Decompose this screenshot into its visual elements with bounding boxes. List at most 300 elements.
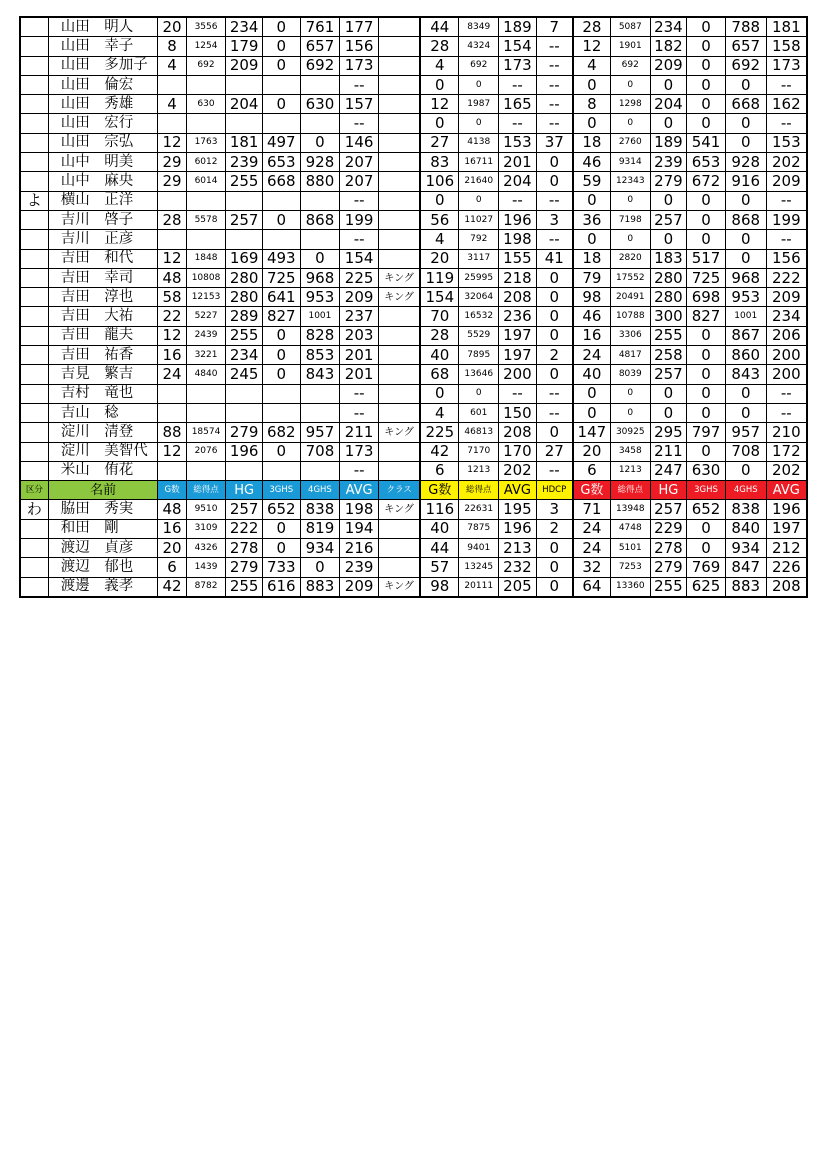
recent-g-count: 0 — [573, 230, 611, 249]
season-average: 207 — [340, 153, 379, 172]
season-average: 209 — [340, 577, 379, 597]
recent-g-count: 0 — [573, 403, 611, 422]
season-high-game — [226, 461, 263, 480]
total-average: 197 — [499, 326, 537, 345]
season-g-count: 88 — [158, 423, 186, 442]
season-g-count: 29 — [158, 153, 186, 172]
total-average: 201 — [499, 153, 537, 172]
player-name: 吉山 稔 — [48, 403, 158, 422]
recent-average: 158 — [766, 37, 807, 56]
season-high-game: 280 — [226, 268, 263, 287]
season-total-score — [186, 461, 226, 480]
recent-3g-hs: 0 — [687, 191, 726, 210]
season-average: 198 — [340, 500, 379, 519]
recent-4g-hs: 883 — [725, 577, 766, 597]
season-3g-hs: 0 — [262, 519, 300, 538]
season-high-game: 279 — [226, 423, 263, 442]
total-average: 165 — [499, 95, 537, 114]
season-3g-hs — [262, 230, 300, 249]
season-4g-hs: 883 — [300, 577, 340, 597]
season-total-score: 2439 — [186, 326, 226, 345]
total-handicap: 2 — [536, 519, 573, 538]
season-4g-hs: 708 — [300, 442, 340, 461]
player-name: 脇田 秀実 — [48, 500, 158, 519]
player-name: 吉川 啓子 — [48, 210, 158, 229]
total-average: 196 — [499, 210, 537, 229]
recent-4g-hs: 928 — [725, 153, 766, 172]
player-name: 渡辺 郁也 — [48, 558, 158, 577]
total-average: 232 — [499, 558, 537, 577]
season-high-game — [226, 191, 263, 210]
kubun-cell — [20, 423, 48, 442]
season-3g-hs: 0 — [262, 346, 300, 365]
season-g-count: 48 — [158, 268, 186, 287]
recent-average: 226 — [766, 558, 807, 577]
season-3g-hs: 0 — [262, 210, 300, 229]
table-row — [20, 288, 807, 307]
total-handicap: -- — [536, 75, 573, 94]
total-total-score: 7170 — [459, 442, 499, 461]
season-high-game: 169 — [226, 249, 263, 268]
total-average: 189 — [499, 17, 537, 37]
table-row — [20, 384, 807, 403]
table-row — [20, 133, 807, 152]
season-total-score: 3109 — [186, 519, 226, 538]
recent-average: 173 — [766, 56, 807, 75]
recent-4g-hs: 0 — [725, 230, 766, 249]
header-row — [20, 481, 807, 500]
season-g-count: 16 — [158, 346, 186, 365]
total-total-score: 9401 — [459, 539, 499, 558]
total-handicap: -- — [536, 461, 573, 480]
total-handicap: 0 — [536, 288, 573, 307]
recent-3g-hs: 0 — [687, 75, 726, 94]
player-name: 横山 正洋 — [48, 191, 158, 210]
kubun-cell — [20, 95, 48, 114]
season-g-count: 28 — [158, 210, 186, 229]
season-average: 173 — [340, 56, 379, 75]
total-handicap: -- — [536, 191, 573, 210]
season-g-count: 22 — [158, 307, 186, 326]
table-row — [20, 539, 807, 558]
season-g-count — [158, 384, 186, 403]
recent-total-score: 17552 — [610, 268, 650, 287]
total-average: 198 — [499, 230, 537, 249]
total-handicap: -- — [536, 114, 573, 133]
recent-total-score: 8039 — [610, 365, 650, 384]
season-high-game: 279 — [226, 558, 263, 577]
season-g-count: 48 — [158, 500, 186, 519]
recent-average: 202 — [766, 461, 807, 480]
total-g-count: 42 — [420, 442, 459, 461]
recent-total-score: 0 — [610, 191, 650, 210]
recent-high-game: 0 — [650, 384, 687, 403]
recent-4g-hs: 843 — [725, 365, 766, 384]
total-total-score: 13646 — [459, 365, 499, 384]
season-high-game: 245 — [226, 365, 263, 384]
season-3g-hs: 616 — [262, 577, 300, 597]
season-high-game — [226, 75, 263, 94]
recent-g-count: 6 — [573, 461, 611, 480]
recent-total-score: 5087 — [610, 17, 650, 37]
total-handicap: 3 — [536, 210, 573, 229]
season-total-score: 630 — [186, 95, 226, 114]
table-row — [20, 191, 807, 210]
recent-3g-hs: 652 — [687, 500, 726, 519]
total-handicap: -- — [536, 37, 573, 56]
total-g-count: 28 — [420, 37, 459, 56]
recent-3g-hs: 0 — [687, 210, 726, 229]
recent-average: 206 — [766, 326, 807, 345]
recent-g-count: 79 — [573, 268, 611, 287]
total-g-count: 6 — [420, 461, 459, 480]
header-col-13: HG — [650, 481, 687, 500]
total-average: 204 — [499, 172, 537, 191]
recent-g-count: 32 — [573, 558, 611, 577]
class-cell — [378, 442, 420, 461]
table-row — [20, 230, 807, 249]
recent-total-score: 10788 — [610, 307, 650, 326]
total-g-count: 4 — [420, 230, 459, 249]
season-4g-hs: 630 — [300, 95, 340, 114]
season-average: 207 — [340, 172, 379, 191]
season-total-score — [186, 384, 226, 403]
kubun-cell — [20, 288, 48, 307]
recent-3g-hs: 630 — [687, 461, 726, 480]
total-total-score: 4324 — [459, 37, 499, 56]
table-row — [20, 172, 807, 191]
total-total-score: 1987 — [459, 95, 499, 114]
recent-total-score: 7198 — [610, 210, 650, 229]
recent-4g-hs: 708 — [725, 442, 766, 461]
total-average: 197 — [499, 346, 537, 365]
season-4g-hs: 828 — [300, 326, 340, 345]
recent-total-score: 2760 — [610, 133, 650, 152]
season-g-count: 16 — [158, 519, 186, 538]
recent-total-score: 0 — [610, 230, 650, 249]
season-high-game: 234 — [226, 17, 263, 37]
recent-average: 156 — [766, 249, 807, 268]
table-row — [20, 75, 807, 94]
season-3g-hs: 0 — [262, 326, 300, 345]
total-handicap: 7 — [536, 17, 573, 37]
recent-high-game: 182 — [650, 37, 687, 56]
recent-average: 199 — [766, 210, 807, 229]
total-g-count: 70 — [420, 307, 459, 326]
player-name: 淀川 清登 — [48, 423, 158, 442]
recent-high-game: 257 — [650, 365, 687, 384]
kubun-cell — [20, 230, 48, 249]
kubun-cell — [20, 346, 48, 365]
season-total-score: 1439 — [186, 558, 226, 577]
season-g-count: 12 — [158, 326, 186, 345]
recent-4g-hs: 668 — [725, 95, 766, 114]
season-g-count — [158, 230, 186, 249]
recent-3g-hs: 0 — [687, 539, 726, 558]
season-4g-hs: 968 — [300, 268, 340, 287]
class-cell — [378, 346, 420, 365]
total-total-score: 601 — [459, 403, 499, 422]
recent-3g-hs: 0 — [687, 17, 726, 37]
recent-high-game: 300 — [650, 307, 687, 326]
recent-4g-hs: 0 — [725, 75, 766, 94]
total-g-count: 40 — [420, 519, 459, 538]
season-total-score: 6014 — [186, 172, 226, 191]
recent-total-score: 12343 — [610, 172, 650, 191]
total-average: 202 — [499, 461, 537, 480]
class-cell: キング — [378, 268, 420, 287]
recent-high-game: 183 — [650, 249, 687, 268]
total-average: 196 — [499, 519, 537, 538]
season-average: 199 — [340, 210, 379, 229]
recent-4g-hs: 0 — [725, 191, 766, 210]
recent-4g-hs: 838 — [725, 500, 766, 519]
class-cell — [378, 230, 420, 249]
total-handicap: -- — [536, 384, 573, 403]
recent-average: 200 — [766, 346, 807, 365]
class-cell — [378, 539, 420, 558]
header-col-14: 3GHS — [687, 481, 726, 500]
recent-4g-hs: 847 — [725, 558, 766, 577]
player-name: 吉村 竜也 — [48, 384, 158, 403]
player-name: 山中 麻央 — [48, 172, 158, 191]
header-col-6: クラス — [378, 481, 420, 500]
season-4g-hs: 853 — [300, 346, 340, 365]
table-row — [20, 558, 807, 577]
class-cell — [378, 249, 420, 268]
table-row — [20, 17, 807, 37]
table-row — [20, 461, 807, 480]
total-average: -- — [499, 114, 537, 133]
season-4g-hs — [300, 114, 340, 133]
kubun-cell — [20, 577, 48, 597]
recent-high-game: 247 — [650, 461, 687, 480]
total-handicap: 3 — [536, 500, 573, 519]
recent-total-score: 9314 — [610, 153, 650, 172]
recent-total-score: 692 — [610, 56, 650, 75]
season-4g-hs: 928 — [300, 153, 340, 172]
season-4g-hs: 868 — [300, 210, 340, 229]
season-4g-hs: 953 — [300, 288, 340, 307]
class-cell — [378, 56, 420, 75]
recent-high-game: 239 — [650, 153, 687, 172]
score-table — [19, 16, 808, 598]
season-3g-hs — [262, 461, 300, 480]
class-cell — [378, 307, 420, 326]
season-average: 209 — [340, 288, 379, 307]
recent-total-score: 0 — [610, 384, 650, 403]
recent-4g-hs: 657 — [725, 37, 766, 56]
kubun-cell — [20, 268, 48, 287]
total-average: 173 — [499, 56, 537, 75]
recent-total-score: 4748 — [610, 519, 650, 538]
recent-high-game: 234 — [650, 17, 687, 37]
class-cell — [378, 75, 420, 94]
season-total-score: 3556 — [186, 17, 226, 37]
total-total-score: 32064 — [459, 288, 499, 307]
class-cell: キング — [378, 288, 420, 307]
total-handicap: 27 — [536, 442, 573, 461]
recent-g-count: 20 — [573, 442, 611, 461]
recent-average: 208 — [766, 577, 807, 597]
season-3g-hs: 668 — [262, 172, 300, 191]
recent-total-score: 2820 — [610, 249, 650, 268]
season-4g-hs: 957 — [300, 423, 340, 442]
recent-high-game: 0 — [650, 230, 687, 249]
season-total-score: 9510 — [186, 500, 226, 519]
total-handicap: -- — [536, 95, 573, 114]
total-average: 154 — [499, 37, 537, 56]
recent-average: 200 — [766, 365, 807, 384]
season-average: 211 — [340, 423, 379, 442]
header-col-12: 総得点 — [610, 481, 650, 500]
season-g-count: 12 — [158, 442, 186, 461]
recent-high-game: 295 — [650, 423, 687, 442]
recent-3g-hs: 625 — [687, 577, 726, 597]
total-total-score: 5529 — [459, 326, 499, 345]
header-col-10: HDCP — [536, 481, 573, 500]
total-total-score: 11027 — [459, 210, 499, 229]
recent-3g-hs: 0 — [687, 326, 726, 345]
season-total-score: 5578 — [186, 210, 226, 229]
class-cell: キング — [378, 423, 420, 442]
recent-3g-hs: 0 — [687, 384, 726, 403]
recent-g-count: 147 — [573, 423, 611, 442]
recent-g-count: 24 — [573, 346, 611, 365]
recent-3g-hs: 517 — [687, 249, 726, 268]
player-name: 吉田 大祐 — [48, 307, 158, 326]
season-3g-hs — [262, 403, 300, 422]
kubun-cell — [20, 56, 48, 75]
season-4g-hs — [300, 75, 340, 94]
total-g-count: 68 — [420, 365, 459, 384]
total-handicap: -- — [536, 230, 573, 249]
season-high-game: 255 — [226, 326, 263, 345]
recent-average: -- — [766, 191, 807, 210]
recent-4g-hs: 692 — [725, 56, 766, 75]
recent-total-score: 20491 — [610, 288, 650, 307]
total-total-score: 4138 — [459, 133, 499, 152]
season-total-score: 18574 — [186, 423, 226, 442]
recent-total-score: 5101 — [610, 539, 650, 558]
total-g-count: 116 — [420, 500, 459, 519]
season-g-count: 29 — [158, 172, 186, 191]
season-g-count — [158, 191, 186, 210]
season-total-score: 5227 — [186, 307, 226, 326]
total-total-score: 1213 — [459, 461, 499, 480]
season-average: 173 — [340, 442, 379, 461]
season-g-count: 42 — [158, 577, 186, 597]
season-g-count: 12 — [158, 133, 186, 152]
table-row — [20, 519, 807, 538]
total-average: 195 — [499, 500, 537, 519]
header-col-8: 総得点 — [459, 481, 499, 500]
recent-g-count: 98 — [573, 288, 611, 307]
recent-3g-hs: 769 — [687, 558, 726, 577]
total-average: -- — [499, 191, 537, 210]
season-high-game: 179 — [226, 37, 263, 56]
season-average: 239 — [340, 558, 379, 577]
season-total-score: 1254 — [186, 37, 226, 56]
recent-high-game: 279 — [650, 172, 687, 191]
recent-3g-hs: 0 — [687, 56, 726, 75]
total-g-count: 119 — [420, 268, 459, 287]
kubun-cell — [20, 249, 48, 268]
total-handicap: -- — [536, 403, 573, 422]
player-name: 山田 秀雄 — [48, 95, 158, 114]
total-total-score: 7875 — [459, 519, 499, 538]
player-name: 山中 明美 — [48, 153, 158, 172]
recent-average: 181 — [766, 17, 807, 37]
player-name: 吉川 正彦 — [48, 230, 158, 249]
table-row — [20, 442, 807, 461]
total-total-score: 3117 — [459, 249, 499, 268]
total-total-score: 16711 — [459, 153, 499, 172]
recent-3g-hs: 0 — [687, 403, 726, 422]
recent-3g-hs: 0 — [687, 95, 726, 114]
header-col-3: 3GHS — [262, 481, 300, 500]
recent-g-count: 59 — [573, 172, 611, 191]
season-average: 146 — [340, 133, 379, 152]
total-total-score: 22631 — [459, 500, 499, 519]
season-g-count: 20 — [158, 539, 186, 558]
recent-3g-hs: 0 — [687, 37, 726, 56]
season-average: -- — [340, 230, 379, 249]
kubun-cell — [20, 114, 48, 133]
season-average: -- — [340, 75, 379, 94]
recent-g-count: 64 — [573, 577, 611, 597]
season-3g-hs: 652 — [262, 500, 300, 519]
season-high-game: 239 — [226, 153, 263, 172]
recent-4g-hs: 957 — [725, 423, 766, 442]
recent-average: 209 — [766, 172, 807, 191]
recent-g-count: 24 — [573, 519, 611, 538]
total-handicap: 0 — [536, 307, 573, 326]
recent-4g-hs: 916 — [725, 172, 766, 191]
season-3g-hs: 682 — [262, 423, 300, 442]
recent-3g-hs: 0 — [687, 365, 726, 384]
season-high-game: 181 — [226, 133, 263, 152]
header-col-9: AVG — [499, 481, 537, 500]
header-col-4: 4GHS — [300, 481, 340, 500]
recent-g-count: 0 — [573, 75, 611, 94]
season-average: 225 — [340, 268, 379, 287]
player-name: 吉田 祐香 — [48, 346, 158, 365]
header-col-2: HG — [226, 481, 263, 500]
recent-4g-hs: 0 — [725, 384, 766, 403]
total-g-count: 44 — [420, 539, 459, 558]
season-average: 194 — [340, 519, 379, 538]
season-g-count — [158, 114, 186, 133]
season-average: -- — [340, 403, 379, 422]
total-handicap: 0 — [536, 423, 573, 442]
total-total-score: 21640 — [459, 172, 499, 191]
class-cell — [378, 326, 420, 345]
kubun-cell — [20, 307, 48, 326]
total-g-count: 154 — [420, 288, 459, 307]
player-name: 山田 多加子 — [48, 56, 158, 75]
season-total-score — [186, 75, 226, 94]
total-g-count: 225 — [420, 423, 459, 442]
season-average: -- — [340, 114, 379, 133]
total-handicap: 41 — [536, 249, 573, 268]
total-handicap: 0 — [536, 153, 573, 172]
season-3g-hs: 493 — [262, 249, 300, 268]
table-row — [20, 153, 807, 172]
recent-3g-hs: 0 — [687, 442, 726, 461]
recent-average: 197 — [766, 519, 807, 538]
table-row — [20, 95, 807, 114]
